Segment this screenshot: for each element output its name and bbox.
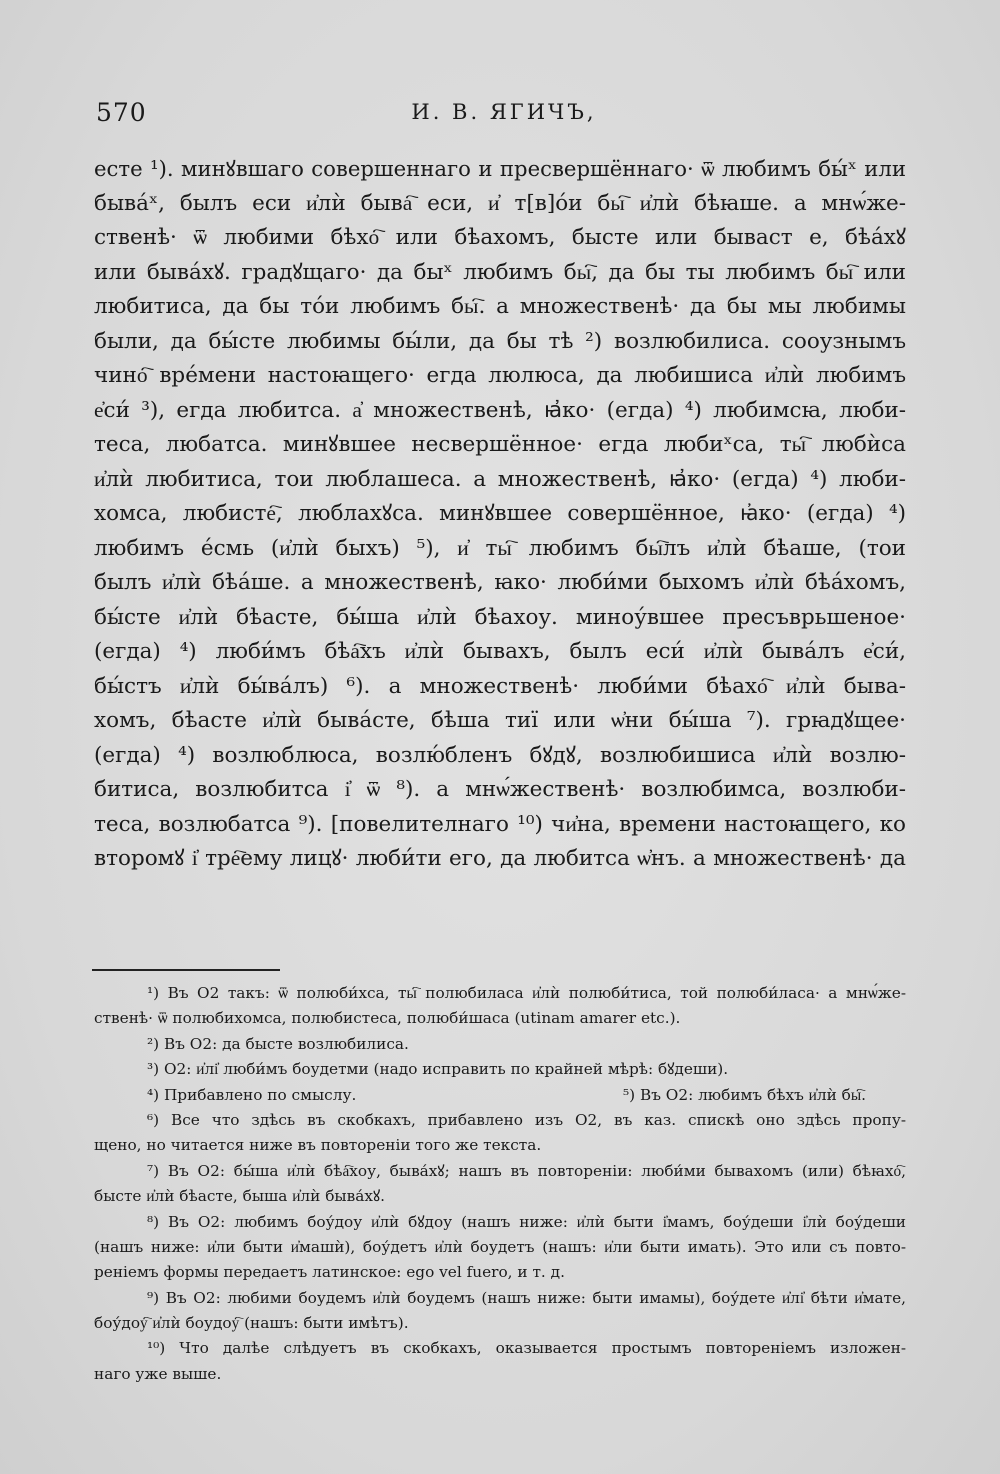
text-line: (егда) ⁴) возлюблюса, возлю́бленъ бꙋдꙋ, возлюбишиса и҆лѝ возлю- xyxy=(94,742,906,768)
footnotes xyxy=(94,981,906,1387)
text-line: е҆си́ ³), егда любитса. а҆ множественѣ, ꙗ҆ко· (егда) ⁴) любимсꙗ, люби- xyxy=(94,397,906,423)
footnote-line: ⁸) Въ О2: любимъ боу́доу и҆лѝ бꙋдоу (нашъ ниже: и҆лѝ быти і҆мамъ, боу́деши і҆лѝ боу́деши xyxy=(147,1212,906,1231)
text-line: или быва́хꙋ. градꙋщаго· да быˣ любимъ бы҇, да бы ты любимъ бы҇ или xyxy=(94,259,906,285)
text-line: битиса, возлюбитса і҆ ѿ ⁸). а мнѡ́жественѣ· возлюбимса, возлюби- xyxy=(94,777,906,802)
footnote-line: наго уже выше. xyxy=(94,1364,222,1383)
footnote-line: бысте и҆лѝ бѣасте, быша и҆лѝ быва́хꙋ. xyxy=(94,1187,385,1206)
footnote-line: реніемъ формы передаетъ латинское: ego vel fuero, и т. д. xyxy=(94,1263,565,1282)
main-text xyxy=(94,152,906,877)
text-line: бы́стъ и҆лѝ бы́ва́лъ) ⁶). а множественѣ· люби́ми бѣахо҇ и҆лѝ быва- xyxy=(94,673,906,699)
text-line: теса, возлюбатса ⁹). [повелителнаго ¹⁰) чи҆на, времени настоꙗщего, ко xyxy=(94,811,906,837)
footnote-line: ⁹) Въ О2: любими боудемъ и҆лѝ боудемъ (нашъ ниже: быти имамы), боу́дете и҆лі҆ бѣти и҆мате, xyxy=(147,1288,906,1307)
text-line: ственѣ· ѿ любими бѣхо҇ или бѣахомъ, бысте или бываст е, бѣа́хꙋ xyxy=(94,225,906,250)
text-line: (егда) ⁴) люби́мъ бѣа҇хъ и҆лѝ бывахъ, былъ еси́ и҆лѝ быва́лъ е҆си́, xyxy=(94,639,906,664)
footnote-line: ственѣ· ѿ полюбихомса, полюбистеса, полюби́шаса (utinam amarer etc.). xyxy=(94,1009,681,1028)
footnote-line: ³) О2: и҆лі҆ люби́мъ боудетми (надо исправить по крайней мѣрѣ: бꙋдеши). xyxy=(147,1060,729,1079)
footnote-line: щено, но читается ниже въ повтореніи того же текста. xyxy=(94,1136,542,1155)
footnote-text: ⁵) Въ О2: любимъ бѣхъ и҆лѝ бы҇. xyxy=(623,1085,866,1104)
footnote-line: (нашъ ниже: и҆ли быти и҆машѝ), боу́детъ и҆лѝ боудетъ (нашъ: и҆ли быти имать). Это или съ повто- xyxy=(94,1237,906,1256)
footnote-line xyxy=(94,1083,906,1108)
text-line: любимъ е́смь (и҆лѝ быхъ) ⁵), и҆ ты҇ любимъ бы҇лъ и҆лѝ бѣаше, (тои xyxy=(94,535,906,561)
footnote-line: боу́доу҇ и҆лѝ боудоу҇ (нашъ: быти имѣтъ). xyxy=(94,1314,409,1333)
footnote-line: ⁶) Все что здѣсь въ скобкахъ, прибавлено изъ О2, въ каз. спискѣ оно здѣсь пропу- xyxy=(147,1110,906,1129)
footnote-line: ¹⁰) Что далѣе слѣдуетъ въ скобкахъ, оказывается простымъ повтореніемъ изложен- xyxy=(147,1339,906,1358)
text-line: быва́ˣ, былъ еси и҆лѝ быва҇ еси, и҆ т[в]о́и бы҇ и҆лѝ бѣꙗше. а мнѡ́же- xyxy=(94,190,906,216)
text-line: второмꙋ і҆ тре҇ему лицꙋ· люби́ти его, да любитса ѡ҆нъ. а множественѣ· да xyxy=(94,846,906,871)
footnote-text: ⁴) Прибавлено по смыслу. xyxy=(147,1085,357,1104)
footnote-rule xyxy=(92,969,280,971)
text-line: теса, любатса. минꙋвшее несвершённое· егда любиˣса, ты҇ любѝса xyxy=(94,432,906,457)
text-line: любитиса, да бы то́и любимъ бы҇. а множественѣ· да бы мы любимы xyxy=(94,294,906,319)
text-line: хомъ, бѣасте и҆лѝ быва́сте, бѣша тиї или ѡ҆ни бы́ша ⁷). грꙗдꙋщее· xyxy=(94,708,906,733)
text-line: хомса, любисте҇, люблахꙋса. минꙋвшее совершённое, ꙗ҆ко· (егда) ⁴) xyxy=(94,501,906,526)
text-line: былъ и҆лѝ бѣа́ше. а множественѣ, ꙗко· люби́ми быхомъ и҆лѝ бѣа́хомъ, xyxy=(94,570,906,595)
footnote-line: ¹) Въ О2 такъ: ѿ полюби́хса, ты҇ полюбиласа и҆лѝ полюби́тиса, той полюби́ласа· а мнѡ́же- xyxy=(147,984,906,1002)
text-line: бы́сте и҆лѝ бѣасте, бы́ша и҆лѝ бѣахоу. миноу́вшее пресъврьшеное· xyxy=(94,604,906,630)
text-line: и҆лѝ любитиса, тои люблашеса. а множественѣ, ꙗ҆ко· (егда) ⁴) люби- xyxy=(94,466,906,492)
footnote-line: ²) Въ О2: да бысте возлюбилиса. xyxy=(147,1034,409,1053)
page-header xyxy=(94,98,914,138)
page-number: 570 xyxy=(96,98,147,127)
footnote-line: ⁷) Въ О2: бы́ша и҆лѝ бѣа҇хоу, быва́хꙋ; нашъ въ повтореніи: люби́ми бывахомъ (или) бѣꙗхо҇, xyxy=(147,1161,906,1180)
running-head: И. В. ЯГИЧЪ, xyxy=(411,100,597,124)
text-line: есте ¹). минꙋвшаго совершеннаго и пресвершённаго· ѿ любимъ бы́ˣ или xyxy=(94,156,906,181)
text-line: чино҇ вре́мени настоꙗщего· егда люлюса, да любишиса и҆лѝ любимъ xyxy=(94,363,906,388)
text-line: были, да бы́сте любимы бы́ли, да бы тѣ ²) возлюбилиса. сооузнымъ xyxy=(94,328,906,354)
